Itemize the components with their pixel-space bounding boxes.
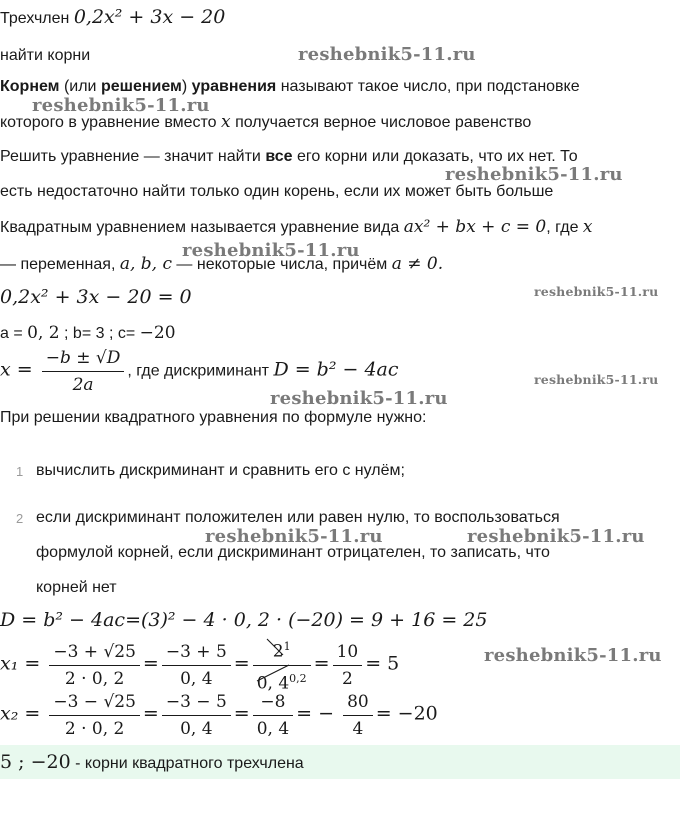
watermark: reshebnik5-11.ru: [445, 164, 623, 185]
denominator: 0, 4: [180, 719, 213, 739]
watermark: reshebnik5-11.ru: [205, 526, 383, 547]
condition: a ≠ 0.: [391, 254, 444, 274]
numerator: −3 + √25: [49, 640, 140, 666]
quad-formula: ax² + bx + c = 0: [403, 217, 547, 237]
quad-text: Квадратным уравнением называется уравнение вида: [0, 219, 404, 236]
x2-result: = −20: [375, 702, 438, 725]
watermark: reshebnik5-11.ru: [467, 526, 645, 547]
step-2-line-2: формулой корней, если дискриминант отрицателен, то записать, что: [36, 544, 550, 561]
quad-def-line-1: [0, 217, 593, 238]
answer-text: - корни квадратного трехчлена: [70, 755, 304, 772]
numerator: −3 − √25: [49, 690, 140, 716]
watermark: reshebnik5-11.ru: [298, 44, 476, 65]
coef-a: 0, 2: [27, 323, 60, 343]
quad-text: — переменная,: [0, 256, 120, 273]
method-heading: При решении квадратного уравнения по формуле нужно:: [0, 409, 427, 426]
formula-numerator: −b ± √D: [42, 346, 125, 372]
denominator: 2: [341, 668, 353, 689]
formula-text: , где дискриминант: [127, 362, 274, 380]
def-text: которого в уравнение вместо: [0, 114, 222, 131]
solve-text: его корни или доказать, что их нет. То: [292, 148, 578, 165]
cancel-sup: 1: [283, 640, 291, 653]
denominator: 2 · 0, 2: [64, 668, 125, 689]
x2-fraction-2: [162, 690, 231, 741]
x1-result: = 5: [365, 652, 400, 675]
definition-line-1: [0, 77, 580, 97]
answer-box: [0, 745, 680, 779]
step-number: 2: [16, 511, 24, 526]
denominator: 4: [352, 719, 364, 739]
x1-fraction-1: [49, 640, 140, 691]
x2-label: x₂ =: [0, 702, 47, 725]
denominator: 2 · 0, 2: [64, 719, 125, 739]
denominator-value: 0, 4: [256, 673, 290, 694]
quad-text: — некоторые числа, причём: [171, 256, 392, 273]
coef-c: −20: [139, 323, 176, 343]
discriminant-calc: D = b² − 4ac=(3)² − 4 · 0, 2 · (−20) = 9 + 16 = 25: [0, 609, 488, 631]
var-x: x: [582, 217, 593, 237]
def-text: получается верное числовое равенство: [230, 114, 532, 131]
step-2-line-3: корней нет: [36, 579, 117, 596]
title-label: Трехчлен: [0, 10, 70, 27]
formula-denominator: 2a: [72, 375, 94, 395]
formula-lhs: x =: [0, 358, 39, 381]
term-solution: решением: [100, 78, 182, 95]
x1-calc: x₁ = $\frac{-3 + √25}{2 \cdot 0, 2}$ = $\frac{-3 + 5}{0, 4}$ = $\frac{2^1}{0, 4^{0,2}}$ = $\frac{10}{2}$ = 5: [0, 635, 399, 695]
denominator: 0, 4: [256, 719, 290, 739]
step-number: 1: [16, 464, 24, 479]
coef-b: 3: [95, 325, 105, 342]
watermark: reshebnik5-11.ru: [484, 645, 662, 666]
numerator: 10: [333, 640, 363, 666]
x1-fraction-3-cancelled: [253, 635, 311, 695]
x2-calc: x₂ = $\frac{-3 - √25}{2 \cdot 0, 2}$ = $\frac{-3 - 5}{0, 4}$ = $\frac{-8}{0, 4}$ = − $\frac{80}{4}$ = −20: [0, 692, 438, 739]
answer-roots: 5 ; −20: [0, 751, 71, 773]
x1-fraction-4: [333, 640, 363, 691]
solve-text: Решить уравнение — значит найти: [0, 148, 266, 165]
watermark: reshebnik5-11.ru: [182, 240, 360, 261]
term-all: все: [265, 148, 293, 165]
coef-a-label: a =: [0, 325, 28, 342]
var-abc: a, b, c: [119, 254, 172, 274]
x1-fraction-2: [162, 640, 231, 691]
cancel-sup: 0,2: [289, 671, 307, 685]
def-text: называют такое число, при подстановке: [276, 78, 580, 95]
step-2-line-1: если дискриминант положителен или равен нулю, то воспользоваться: [36, 509, 560, 526]
coef-c-label: ; c=: [104, 325, 140, 342]
def-text: (или: [59, 78, 101, 95]
quad-text: , где: [546, 219, 583, 236]
denominator: 0, 4: [180, 668, 213, 689]
equation: 0,2x² + 3x − 20 = 0: [0, 286, 192, 308]
coef-b-label: ; b=: [59, 325, 96, 342]
x1-label: x₁ =: [0, 652, 47, 675]
answer-line: [0, 752, 304, 774]
discriminant-formula: D = b² − 4ac: [273, 358, 399, 381]
watermark: reshebnik5-11.ru: [534, 372, 659, 387]
coefficients: [0, 323, 176, 344]
numerator: −3 + 5: [162, 640, 231, 666]
solve-def-line-2: есть недостаточно найти только один корень, если их может быть больше: [0, 183, 554, 200]
var-x: x: [221, 112, 231, 132]
numerator: −3 − 5: [162, 690, 231, 716]
task-text: найти корни: [0, 47, 91, 64]
x2-fraction-4: [343, 690, 373, 741]
title-line: [0, 7, 225, 29]
watermark: reshebnik5-11.ru: [534, 284, 659, 299]
x2-fraction-3: [253, 690, 293, 741]
x2-fraction-1: [49, 690, 140, 741]
def-text: ): [181, 78, 192, 95]
term-root: Корнем: [0, 78, 60, 95]
formula-fraction: [42, 346, 125, 397]
numerator: −8: [253, 690, 293, 716]
step-1-text: вычислить дискриминант и сравнить его с нулём;: [36, 462, 405, 479]
numerator-value: 2: [272, 641, 284, 662]
title-expression: 0,2x² + 3x − 20: [73, 6, 226, 28]
term-equation: уравнения: [191, 78, 277, 95]
watermark: reshebnik5-11.ru: [270, 388, 448, 409]
numerator: 80: [343, 690, 373, 716]
watermark: reshebnik5-11.ru: [32, 95, 210, 116]
strike-lines: [253, 635, 317, 687]
